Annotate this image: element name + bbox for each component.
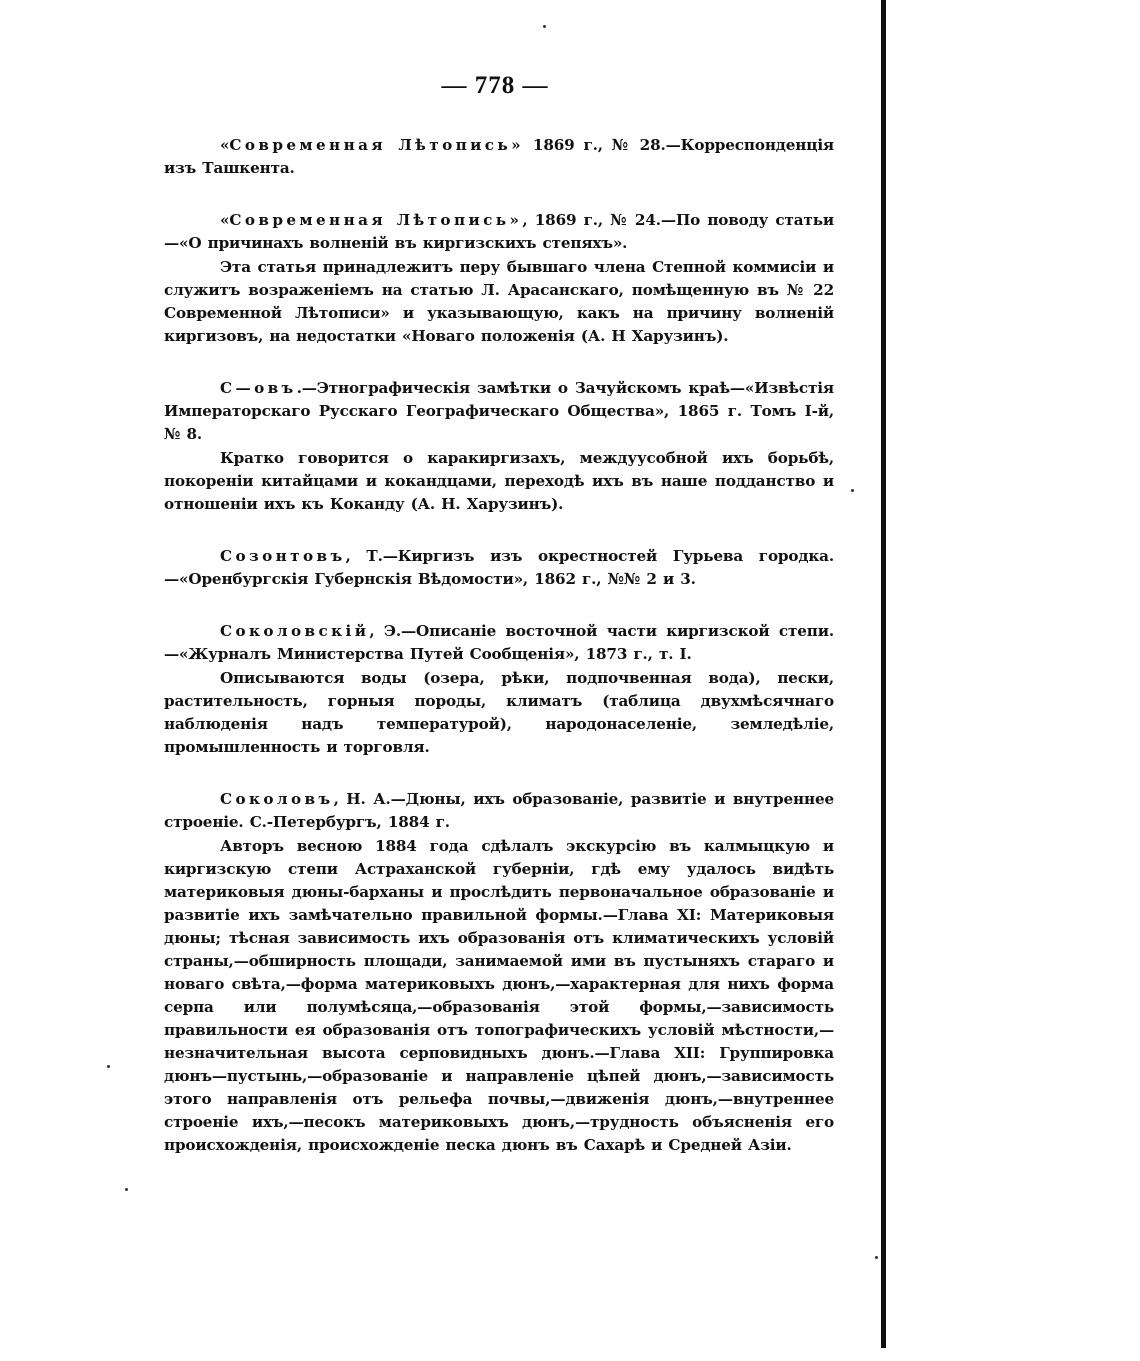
entry-heading: [164, 788, 834, 834]
entry-description: Эта статья принадлежитъ перу бывшаго члена Степной коммисіи и служитъ возраженіемъ на статью Л. Арасанскаго, помѣщенную въ № 22 Современной Лѣтописи» и указывающую, какъ на причину волненій киргизовъ, на недостатки «Новаго положенія (А. Н Харузинъ).: [164, 258, 834, 345]
entry-author-spaced: Соколовъ: [220, 790, 334, 808]
bibliography-entry: [164, 377, 834, 516]
entry-description: Описываются воды (озера, рѣки, подпочвенная вода), пески, растительность, горныя породы, климатъ (таблица двухмѣсячнаго наблюденія надъ температурой), народонаселеніе, земледѣліе, промышленность и торговля.: [164, 669, 834, 756]
bibliography-entry: [164, 788, 834, 1157]
scan-speck: [851, 489, 854, 492]
bibliography-entry: [164, 134, 834, 180]
entry-heading: [164, 209, 834, 255]
entry-heading: [164, 377, 834, 446]
entry-details: , 1869 г., № 24.—По поводу статьи—«О причинахъ волненій въ киргизскихъ степяхъ».: [164, 211, 834, 252]
entry-details: , Т.—Киргизъ изъ окрестностей Гурьева городка.—«Оренбургскія Губернскія Вѣдомости», 1862 г., №№ 2 и 3.: [164, 547, 834, 588]
entry-heading: [164, 134, 834, 180]
entry-heading: [164, 545, 834, 591]
heading-prefix: «: [220, 136, 230, 154]
entry-details: 1869 г., № 28.—Корреспонденція изъ Ташкента.: [164, 136, 835, 177]
scan-speck: [543, 25, 546, 28]
scan-speck: [107, 1065, 110, 1068]
bibliography-entry: [164, 620, 834, 759]
entry-author-spaced: С—овъ: [220, 379, 297, 397]
scan-speck: [875, 1256, 878, 1259]
entry-details: .—Этнографическія замѣтки о Зачуйскомъ краѣ—«Извѣстія Императорскаго Русскаго Географическаго Общества», 1865 г. Томъ I-й, № 8.: [164, 379, 834, 443]
entry-title-spaced: Современная Лѣтопись»: [229, 136, 525, 154]
heading-prefix: «: [220, 211, 230, 229]
entry-description: Кратко говорится о каракиргизахъ, междуусобной ихъ борьбѣ, покореніи китайцами и кокандцами, переходѣ ихъ въ наше подданство и отношеніи ихъ къ Коканду (А. Н. Харузинъ).: [164, 449, 834, 513]
entry-author-spaced: Созонтовъ: [220, 547, 346, 565]
page-edge-rule: [881, 0, 886, 1348]
entry-heading: [164, 620, 834, 666]
entry-title-spaced: Современная Лѣтопись»: [229, 211, 523, 229]
entry-details: , Н. А.—Дюны, ихъ образованіе, развитіе и внутреннее строеніе. С.-Петербургъ, 1884 г.: [164, 790, 834, 831]
entry-description: Авторъ весною 1884 года сдѣлалъ экскурсію въ калмыцкую и киргизскую степи Астраханской губерніи, гдѣ ему удалось видѣть материковыя дюны-барханы и прослѣдить первоначальное образованіе и развитіе ихъ замѣчательно правильной формы.—Глава XI: Материковыя дюны; тѣсная зависимость ихъ образованія отъ климатическихъ условій страны,—обширность площади, занимаемой ими въ пустыняхъ стараго и новаго свѣта,—форма материковыхъ дюнъ,—характерная для нихъ форма серпа или полумѣсяца,—образованія этой формы,—зависимость правильности ея образованія отъ топографическихъ условій мѣстности,—незначительная высота серповидныхъ дюнъ.—Глава XII: Группировка дюнъ—пустынь,—образованіе и направленіе цѣпей дюнъ,—зависимость этого направленія отъ рельефа почвы,—движенія дюнъ,—внутреннее строеніе ихъ,—песокъ материковыхъ дюнъ,—трудность объясненія его происхожденія, происхожденіе песка дюнъ въ Сахарѣ и Средней Азіи.: [164, 837, 834, 1154]
scan-speck: [125, 1188, 128, 1191]
bibliography-column: [164, 134, 834, 1186]
page-number: — 778 —: [441, 72, 549, 99]
bibliography-entry: [164, 545, 834, 591]
entry-details: , Э.—Описаніе восточной части киргизской степи.—«Журналъ Министерства Путей Сообщенія», 1873 г., т. I.: [164, 622, 834, 663]
bibliography-entry: [164, 209, 834, 348]
entry-author-spaced: Соколовскій: [220, 622, 370, 640]
